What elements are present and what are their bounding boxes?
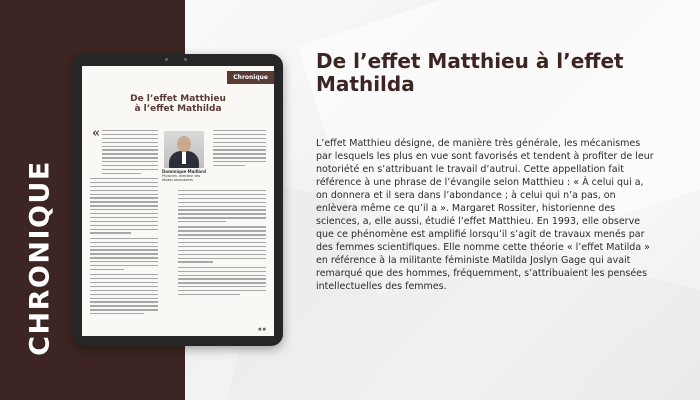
magazine-tag: Chronique (227, 71, 274, 84)
caption-text: Physicien, directeur des études secondaires (162, 174, 201, 182)
text-column (178, 190, 266, 298)
article-body: L’effet Matthieu désigne, de manière très générale, les mécanismes par lesquels les plus en vue sont favorisés et tendent à profiter de leur notoriété en s’attribuant le travail d’autrui. Cette appellation fait référence à une phrase de l’évangile selon Matthieu : « À celui qui a, on donnera et il sera dans l’abondance ; à celui qui n’a pas, on enlèvera même ce qu’il a ». Margaret Rossiter, historienne des sciences, a, elle aussi, étudié l’effet Matthieu. En 1993, elle observe que ce phénomène est amplifié lorsqu’il s’agit de travaux menés par des femmes scientifiques. Elle nomme cette théorie « l’effet Matilda » en référence à la militante féministe Matilda Joslyn Gage qui avait remarqué que des hommes, fréquemment, s’attribuaient les pensées intellectuelles des femmes. (316, 138, 654, 292)
magazine-title-line: De l’effet Matthieu (130, 94, 226, 104)
author-photo (164, 131, 204, 168)
magazine-page (82, 66, 274, 336)
text-column (213, 130, 266, 169)
article-heading: De l’effet Matthieu à l’effet Mathilda (316, 49, 624, 96)
magazine-title-line: à l’effet Mathilda (134, 104, 222, 114)
camera-dot (184, 58, 187, 61)
magazine-footer: ■ ■ (258, 327, 266, 331)
magazine-title (82, 94, 274, 114)
caption-name: Dominique Maillard (162, 169, 206, 174)
text-column (102, 130, 158, 177)
section-label: CHRONIQUE (24, 160, 56, 356)
photo-caption (162, 170, 208, 182)
tablet-frame (73, 54, 283, 346)
camera-dot (165, 58, 168, 61)
quote-mark-icon: « (92, 126, 101, 141)
text-column (90, 178, 158, 317)
